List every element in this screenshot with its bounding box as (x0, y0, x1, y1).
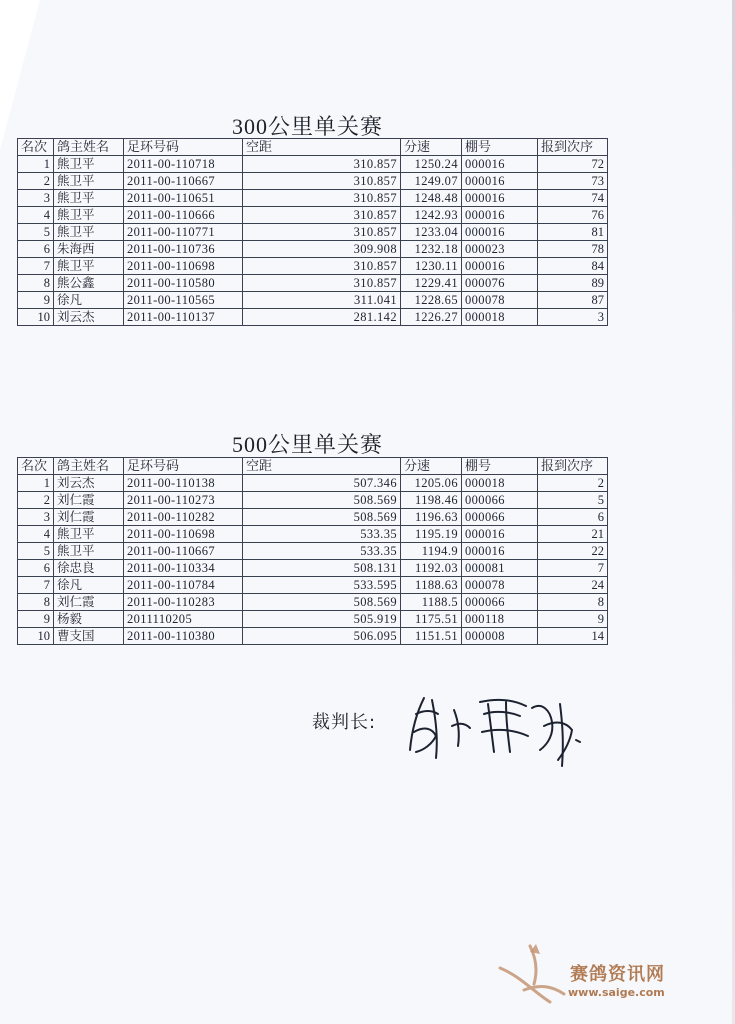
table-row (18, 241, 608, 258)
distance-cell: 533.595 (243, 577, 401, 594)
distance-cell: 310.857 (243, 275, 401, 292)
order-cell: 24 (538, 577, 608, 594)
speed-cell: 1151.51 (401, 628, 462, 645)
table-row (18, 309, 608, 326)
race-300-table (17, 138, 608, 326)
ring-cell: 2011-00-110666 (124, 207, 243, 224)
header-loft: 棚号 (462, 458, 538, 475)
table-row (18, 509, 608, 526)
distance-cell: 508.569 (243, 594, 401, 611)
table-row (18, 492, 608, 509)
speed-cell: 1229.41 (401, 275, 462, 292)
owner-cell: 熊卫平 (54, 258, 124, 275)
ring-cell: 2011-00-110718 (124, 156, 243, 173)
table-header-row (18, 458, 608, 475)
referee-signature (402, 680, 592, 770)
distance-cell: 507.346 (243, 475, 401, 492)
loft-cell: 000066 (462, 492, 538, 509)
distance-cell: 310.857 (243, 190, 401, 207)
distance-cell: 508.569 (243, 492, 401, 509)
owner-cell: 杨毅 (54, 611, 124, 628)
rank-cell: 4 (18, 526, 54, 543)
table-row (18, 560, 608, 577)
speed-cell: 1230.11 (401, 258, 462, 275)
order-cell: 78 (538, 241, 608, 258)
speed-cell: 1228.65 (401, 292, 462, 309)
order-cell: 74 (538, 190, 608, 207)
table-row (18, 156, 608, 173)
loft-cell: 000016 (462, 224, 538, 241)
table-row (18, 577, 608, 594)
table-row (18, 543, 608, 560)
referee-label: 裁判长: (312, 712, 377, 733)
owner-cell: 刘云杰 (54, 475, 124, 492)
header-speed: 分速 (401, 139, 462, 156)
rank-cell: 10 (18, 628, 54, 645)
ring-cell: 2011-00-110698 (124, 258, 243, 275)
order-cell: 6 (538, 509, 608, 526)
speed-cell: 1248.48 (401, 190, 462, 207)
order-cell: 22 (538, 543, 608, 560)
speed-cell: 1195.19 (401, 526, 462, 543)
speed-cell: 1226.27 (401, 309, 462, 326)
rank-cell: 10 (18, 309, 54, 326)
table-row (18, 475, 608, 492)
rank-cell: 5 (18, 224, 54, 241)
order-cell: 21 (538, 526, 608, 543)
distance-cell: 310.857 (243, 207, 401, 224)
speed-cell: 1250.24 (401, 156, 462, 173)
loft-cell: 000076 (462, 275, 538, 292)
loft-cell: 000023 (462, 241, 538, 258)
speed-cell: 1205.06 (401, 475, 462, 492)
ring-cell: 2011-00-110771 (124, 224, 243, 241)
rank-cell: 8 (18, 594, 54, 611)
header-distance: 空距 (243, 458, 401, 475)
loft-cell: 000081 (462, 560, 538, 577)
header-speed: 分速 (401, 458, 462, 475)
header-owner: 鸽主姓名 (54, 139, 124, 156)
order-cell: 9 (538, 611, 608, 628)
table-row (18, 224, 608, 241)
rank-cell: 7 (18, 258, 54, 275)
loft-cell: 000066 (462, 594, 538, 611)
header-ring: 足环号码 (124, 139, 243, 156)
rank-cell: 1 (18, 156, 54, 173)
race-300-title: 300公里单关赛 (232, 114, 384, 139)
rank-cell: 1 (18, 475, 54, 492)
rank-cell: 4 (18, 207, 54, 224)
distance-cell: 505.919 (243, 611, 401, 628)
loft-cell: 000078 (462, 292, 538, 309)
owner-cell: 朱海西 (54, 241, 124, 258)
order-cell: 87 (538, 292, 608, 309)
ring-cell: 2011-00-110283 (124, 594, 243, 611)
ring-cell: 2011-00-110667 (124, 543, 243, 560)
speed-cell: 1188.63 (401, 577, 462, 594)
loft-cell: 000016 (462, 207, 538, 224)
speed-cell: 1196.63 (401, 509, 462, 526)
distance-cell: 281.142 (243, 309, 401, 326)
distance-cell: 533.35 (243, 526, 401, 543)
distance-cell: 310.857 (243, 156, 401, 173)
order-cell: 76 (538, 207, 608, 224)
loft-cell: 000016 (462, 173, 538, 190)
watermark-url: www.saige.com (568, 986, 665, 999)
ring-cell: 2011-00-110784 (124, 577, 243, 594)
rank-cell: 8 (18, 275, 54, 292)
header-rank: 名次 (18, 139, 54, 156)
rank-cell: 7 (18, 577, 54, 594)
loft-cell: 000078 (462, 577, 538, 594)
order-cell: 84 (538, 258, 608, 275)
ring-cell: 2011-00-110334 (124, 560, 243, 577)
ring-cell: 2011-00-110273 (124, 492, 243, 509)
table-row (18, 292, 608, 309)
table-row (18, 207, 608, 224)
speed-cell: 1194.9 (401, 543, 462, 560)
owner-cell: 徐忠良 (54, 560, 124, 577)
distance-cell: 310.857 (243, 224, 401, 241)
loft-cell: 000018 (462, 475, 538, 492)
table-row (18, 526, 608, 543)
rank-cell: 6 (18, 560, 54, 577)
order-cell: 7 (538, 560, 608, 577)
header-owner: 鸽主姓名 (54, 458, 124, 475)
race-500-table (17, 457, 608, 645)
loft-cell: 000066 (462, 509, 538, 526)
loft-cell: 000016 (462, 156, 538, 173)
distance-cell: 508.569 (243, 509, 401, 526)
table-row (18, 173, 608, 190)
order-cell: 73 (538, 173, 608, 190)
watermark-site-name: 赛鸽资讯网 (570, 964, 665, 985)
rank-cell: 3 (18, 190, 54, 207)
speed-cell: 1233.04 (401, 224, 462, 241)
owner-cell: 熊卫平 (54, 543, 124, 560)
ring-cell: 2011-00-110380 (124, 628, 243, 645)
header-order: 报到次序 (538, 458, 608, 475)
table-row (18, 275, 608, 292)
speed-cell: 1192.03 (401, 560, 462, 577)
loft-cell: 000008 (462, 628, 538, 645)
race-500-title: 500公里单关赛 (232, 432, 384, 457)
rank-cell: 9 (18, 611, 54, 628)
speed-cell: 1242.93 (401, 207, 462, 224)
owner-cell: 刘云杰 (54, 309, 124, 326)
ring-cell: 2011110205 (124, 611, 243, 628)
owner-cell: 熊卫平 (54, 173, 124, 190)
order-cell: 89 (538, 275, 608, 292)
table-row (18, 628, 608, 645)
loft-cell: 000016 (462, 526, 538, 543)
table-row (18, 190, 608, 207)
loft-cell: 000118 (462, 611, 538, 628)
owner-cell: 熊卫平 (54, 190, 124, 207)
header-loft: 棚号 (462, 139, 538, 156)
rank-cell: 9 (18, 292, 54, 309)
rank-cell: 3 (18, 509, 54, 526)
header-order: 报到次序 (538, 139, 608, 156)
page-corner-fold (0, 0, 40, 150)
owner-cell: 熊卫平 (54, 526, 124, 543)
ring-cell: 2011-00-110736 (124, 241, 243, 258)
order-cell: 8 (538, 594, 608, 611)
owner-cell: 刘仁霞 (54, 509, 124, 526)
rank-cell: 2 (18, 492, 54, 509)
table-header-row (18, 139, 608, 156)
order-cell: 14 (538, 628, 608, 645)
owner-cell: 熊公鑫 (54, 275, 124, 292)
ring-cell: 2011-00-110282 (124, 509, 243, 526)
speed-cell: 1175.51 (401, 611, 462, 628)
speed-cell: 1249.07 (401, 173, 462, 190)
loft-cell: 000016 (462, 543, 538, 560)
ring-cell: 2011-00-110667 (124, 173, 243, 190)
table-row (18, 611, 608, 628)
rank-cell: 2 (18, 173, 54, 190)
speed-cell: 1198.46 (401, 492, 462, 509)
owner-cell: 熊卫平 (54, 207, 124, 224)
order-cell: 72 (538, 156, 608, 173)
distance-cell: 311.041 (243, 292, 401, 309)
distance-cell: 508.131 (243, 560, 401, 577)
table-row (18, 594, 608, 611)
owner-cell: 徐凡 (54, 292, 124, 309)
owner-cell: 熊卫平 (54, 224, 124, 241)
distance-cell: 533.35 (243, 543, 401, 560)
loft-cell: 000018 (462, 309, 538, 326)
table-row (18, 258, 608, 275)
speed-cell: 1188.5 (401, 594, 462, 611)
ring-cell: 2011-00-110698 (124, 526, 243, 543)
header-rank: 名次 (18, 458, 54, 475)
rank-cell: 6 (18, 241, 54, 258)
header-distance: 空距 (243, 139, 401, 156)
distance-cell: 309.908 (243, 241, 401, 258)
owner-cell: 徐凡 (54, 577, 124, 594)
order-cell: 5 (538, 492, 608, 509)
order-cell: 3 (538, 309, 608, 326)
distance-cell: 506.095 (243, 628, 401, 645)
owner-cell: 刘仁霞 (54, 594, 124, 611)
rank-cell: 5 (18, 543, 54, 560)
owner-cell: 曹支国 (54, 628, 124, 645)
loft-cell: 000016 (462, 190, 538, 207)
loft-cell: 000016 (462, 258, 538, 275)
ring-cell: 2011-00-110580 (124, 275, 243, 292)
order-cell: 81 (538, 224, 608, 241)
speed-cell: 1232.18 (401, 241, 462, 258)
ring-cell: 2011-00-110138 (124, 475, 243, 492)
ring-cell: 2011-00-110137 (124, 309, 243, 326)
order-cell: 2 (538, 475, 608, 492)
distance-cell: 310.857 (243, 258, 401, 275)
ring-cell: 2011-00-110651 (124, 190, 243, 207)
ring-cell: 2011-00-110565 (124, 292, 243, 309)
owner-cell: 刘仁霞 (54, 492, 124, 509)
header-ring: 足环号码 (124, 458, 243, 475)
owner-cell: 熊卫平 (54, 156, 124, 173)
distance-cell: 310.857 (243, 173, 401, 190)
